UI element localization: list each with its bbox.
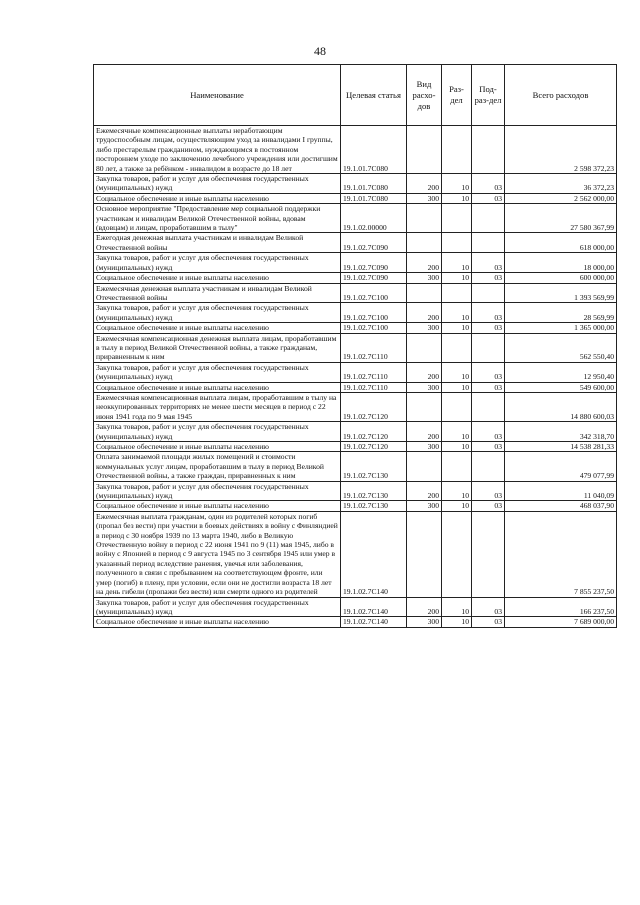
table-row (94, 126, 617, 174)
cell-name: Социальное обеспечение и иные выплаты населению (94, 273, 341, 283)
cell-section: 10 (442, 501, 472, 511)
table-row (94, 422, 617, 442)
cell-section: 10 (442, 597, 472, 617)
table-header-row (94, 65, 617, 126)
cell-section (442, 333, 472, 362)
cell-name: Закупка товаров, работ и услуг для обеспечения государственных (муниципальных) нужд (94, 253, 341, 273)
cell-subsection (472, 233, 505, 253)
cell-kind: 200 (407, 362, 442, 382)
table-row (94, 362, 617, 382)
cell-subsection: 03 (472, 597, 505, 617)
cell-target: 19.1.02.7С110 (341, 362, 407, 382)
cell-target: 19.1.02.7С140 (341, 617, 407, 627)
table-row (94, 501, 617, 511)
cell-name: Ежемесячная компенсационная денежная выплата лицам, проработавшим в тылу в период Великой Отечественной войны, а также гражданам, приравненным к ним (94, 333, 341, 362)
cell-kind: 200 (407, 253, 442, 273)
table-row (94, 392, 617, 421)
cell-target: 19.1.02.00000 (341, 204, 407, 233)
cell-section: 10 (442, 253, 472, 273)
cell-name: Закупка товаров, работ и услуг для обеспечения государственных (муниципальных) нужд (94, 597, 341, 617)
cell-kind (407, 204, 442, 233)
budget-table (93, 64, 617, 628)
cell-kind: 300 (407, 193, 442, 203)
table-row (94, 511, 617, 597)
cell-total: 342 318,70 (505, 422, 617, 442)
table-row (94, 442, 617, 452)
cell-subsection (472, 283, 505, 303)
cell-section (442, 392, 472, 421)
cell-total: 36 372,23 (505, 174, 617, 194)
cell-kind: 300 (407, 617, 442, 627)
cell-name: Ежегодная денежная выплата участникам и инвалидам Великой Отечественной войны (94, 233, 341, 253)
cell-name: Социальное обеспечение и иные выплаты населению (94, 323, 341, 333)
cell-section: 10 (442, 193, 472, 203)
cell-section (442, 283, 472, 303)
cell-subsection: 03 (472, 323, 505, 333)
cell-kind: 200 (407, 481, 442, 501)
cell-kind: 200 (407, 174, 442, 194)
page-number: 48 (314, 44, 326, 58)
column-header-section: Раз-дел (442, 65, 472, 126)
cell-name: Социальное обеспечение и иные выплаты населению (94, 382, 341, 392)
cell-total: 11 040,09 (505, 481, 617, 501)
cell-name: Ежемесячная компенсационная выплата лицам, проработавшим в тылу на неоккупированных территориях не менее шести месяцев в период с 22 июня 1941 года по 9 мая 1945 (94, 392, 341, 421)
column-header-kind: Вид расхо-дов (407, 65, 442, 126)
cell-section (442, 233, 472, 253)
cell-target: 19.1.01.7С080 (341, 126, 407, 174)
cell-kind: 300 (407, 382, 442, 392)
cell-kind (407, 283, 442, 303)
cell-subsection (472, 511, 505, 597)
cell-section: 10 (442, 323, 472, 333)
cell-name: Социальное обеспечение и иные выплаты населению (94, 617, 341, 627)
cell-kind (407, 333, 442, 362)
cell-total: 468 037,90 (505, 501, 617, 511)
cell-total: 7 855 237,50 (505, 511, 617, 597)
cell-total: 12 950,40 (505, 362, 617, 382)
cell-total: 18 000,00 (505, 253, 617, 273)
cell-name: Закупка товаров, работ и услуг для обеспечения государственных (муниципальных) нужд (94, 481, 341, 501)
cell-total: 27 580 367,99 (505, 204, 617, 233)
cell-total: 549 600,00 (505, 382, 617, 392)
cell-target: 19.1.02.7С140 (341, 511, 407, 597)
cell-subsection (472, 204, 505, 233)
cell-name: Ежемесячные компенсационные выплаты неработающим трудоспособным лицам, осуществляющим уход за инвалидами I группы, либо престарелым гражданином, нуждающимся в постоянном постороннем уходе по заключению лечебного учреждения или достигшим 80 лет, а также за ребёнком - инвалидом в возрасте до 18 лет (94, 126, 341, 174)
table-row (94, 382, 617, 392)
cell-kind: 200 (407, 303, 442, 323)
table-row (94, 452, 617, 481)
cell-total: 166 237,50 (505, 597, 617, 617)
cell-name: Закупка товаров, работ и услуг для обеспечения государственных (муниципальных) нужд (94, 422, 341, 442)
column-header-total: Всего расходов (505, 65, 617, 126)
cell-section (442, 452, 472, 481)
cell-total: 1 393 569,99 (505, 283, 617, 303)
cell-subsection (472, 333, 505, 362)
cell-kind (407, 126, 442, 174)
cell-target: 19.1.02.7С090 (341, 273, 407, 283)
cell-target: 19.1.02.7С120 (341, 442, 407, 452)
cell-section: 10 (442, 382, 472, 392)
cell-subsection: 03 (472, 617, 505, 627)
cell-section (442, 126, 472, 174)
cell-kind (407, 511, 442, 597)
cell-kind (407, 452, 442, 481)
cell-subsection (472, 452, 505, 481)
table-row (94, 193, 617, 203)
cell-section: 10 (442, 362, 472, 382)
cell-kind: 300 (407, 442, 442, 452)
cell-section: 10 (442, 481, 472, 501)
table-row (94, 481, 617, 501)
cell-target: 19.1.02.7С090 (341, 233, 407, 253)
cell-total: 1 365 000,00 (505, 323, 617, 333)
cell-total: 618 000,00 (505, 233, 617, 253)
table-body (94, 126, 617, 628)
cell-total: 600 000,00 (505, 273, 617, 283)
cell-name: Закупка товаров, работ и услуг для обеспечения государственных (муниципальных) нужд (94, 174, 341, 194)
cell-name: Социальное обеспечение и иные выплаты населению (94, 193, 341, 203)
cell-subsection: 03 (472, 481, 505, 501)
cell-target: 19.1.02.7С140 (341, 597, 407, 617)
cell-subsection: 03 (472, 501, 505, 511)
cell-section: 10 (442, 442, 472, 452)
column-header-name: Наименование (94, 65, 341, 126)
cell-name: Оплата занимаемой площади жилых помещений и стоимости коммунальных услуг лицам, проработавшим в тылу в период Великой Отечественной войны, а также граждан, приравненных к ним (94, 452, 341, 481)
table-row (94, 273, 617, 283)
cell-kind: 200 (407, 597, 442, 617)
column-header-subsection: Под-раз-дел (472, 65, 505, 126)
cell-kind (407, 233, 442, 253)
table-row (94, 617, 617, 627)
cell-name: Закупка товаров, работ и услуг для обеспечения государственных (муниципальных) нужд (94, 362, 341, 382)
cell-subsection (472, 126, 505, 174)
cell-kind: 300 (407, 273, 442, 283)
cell-subsection: 03 (472, 362, 505, 382)
cell-target: 19.1.02.7С110 (341, 382, 407, 392)
cell-subsection: 03 (472, 253, 505, 273)
cell-name: Основное мероприятие "Предоставление мер социальной поддержки участникам и инвалидам Великой Отечественной войны, вдовам (вдовцам) и лицам, проработавшим в тылу" (94, 204, 341, 233)
cell-total: 7 689 000,00 (505, 617, 617, 627)
cell-total: 2 598 372,23 (505, 126, 617, 174)
cell-target: 19.1.02.7С120 (341, 422, 407, 442)
cell-target: 19.1.02.7С130 (341, 481, 407, 501)
cell-target: 19.1.02.7С120 (341, 392, 407, 421)
cell-section: 10 (442, 174, 472, 194)
cell-subsection (472, 392, 505, 421)
cell-kind: 200 (407, 422, 442, 442)
cell-name: Ежемесячная выплата гражданам, один из родителей которых погиб (пропал без вести) при участии в боевых действиях в войну с Финляндией в период с 30 ноября 1939 по 13 марта 1940, либо в Великую Отечественную войну в период с 22 июня 1941 по 9 (11) мая 1945, либо в войну с Японией в период с 9 августа 1945 по 3 сентября 1945 или умер в указанный период вследствие ранения, увечья или заболевания, полученного в связи с пребыванием на соответствующем фронте, или умер (погиб) в плену, при условии, если они не достигли возраста 18 лет на день гибели (пропажи без вести) или смерти одного из родителей (94, 511, 341, 597)
cell-subsection: 03 (472, 382, 505, 392)
cell-total: 28 569,99 (505, 303, 617, 323)
cell-kind (407, 392, 442, 421)
cell-section: 10 (442, 617, 472, 627)
table-row (94, 233, 617, 253)
table-row (94, 597, 617, 617)
cell-target: 19.1.02.7С130 (341, 452, 407, 481)
column-header-target: Целевая статья (341, 65, 407, 126)
cell-target: 19.1.01.7С080 (341, 174, 407, 194)
cell-subsection: 03 (472, 303, 505, 323)
cell-target: 19.1.02.7С100 (341, 303, 407, 323)
cell-kind: 300 (407, 501, 442, 511)
cell-section (442, 204, 472, 233)
cell-target: 19.1.02.7С090 (341, 253, 407, 273)
cell-section (442, 511, 472, 597)
table-row (94, 323, 617, 333)
cell-subsection: 03 (472, 193, 505, 203)
table-row (94, 174, 617, 194)
cell-total: 479 077,99 (505, 452, 617, 481)
cell-name: Закупка товаров, работ и услуг для обеспечения государственных (муниципальных) нужд (94, 303, 341, 323)
cell-target: 19.1.02.7С110 (341, 333, 407, 362)
cell-name: Ежемесячная денежная выплата участникам и инвалидам Великой Отечественной войны (94, 283, 341, 303)
cell-subsection: 03 (472, 273, 505, 283)
table-row (94, 253, 617, 273)
cell-total: 14 538 281,33 (505, 442, 617, 452)
table-row (94, 333, 617, 362)
table-row (94, 303, 617, 323)
table-row (94, 204, 617, 233)
cell-section: 10 (442, 303, 472, 323)
cell-subsection: 03 (472, 442, 505, 452)
cell-subsection: 03 (472, 422, 505, 442)
cell-kind: 300 (407, 323, 442, 333)
cell-total: 14 880 600,03 (505, 392, 617, 421)
cell-total: 2 562 000,00 (505, 193, 617, 203)
cell-section: 10 (442, 273, 472, 283)
cell-target: 19.1.01.7С080 (341, 193, 407, 203)
cell-target: 19.1.02.7С130 (341, 501, 407, 511)
cell-target: 19.1.02.7С100 (341, 283, 407, 303)
cell-name: Социальное обеспечение и иные выплаты населению (94, 501, 341, 511)
cell-target: 19.1.02.7С100 (341, 323, 407, 333)
cell-name: Социальное обеспечение и иные выплаты населению (94, 442, 341, 452)
cell-total: 562 550,40 (505, 333, 617, 362)
cell-subsection: 03 (472, 174, 505, 194)
cell-section: 10 (442, 422, 472, 442)
table-row (94, 283, 617, 303)
